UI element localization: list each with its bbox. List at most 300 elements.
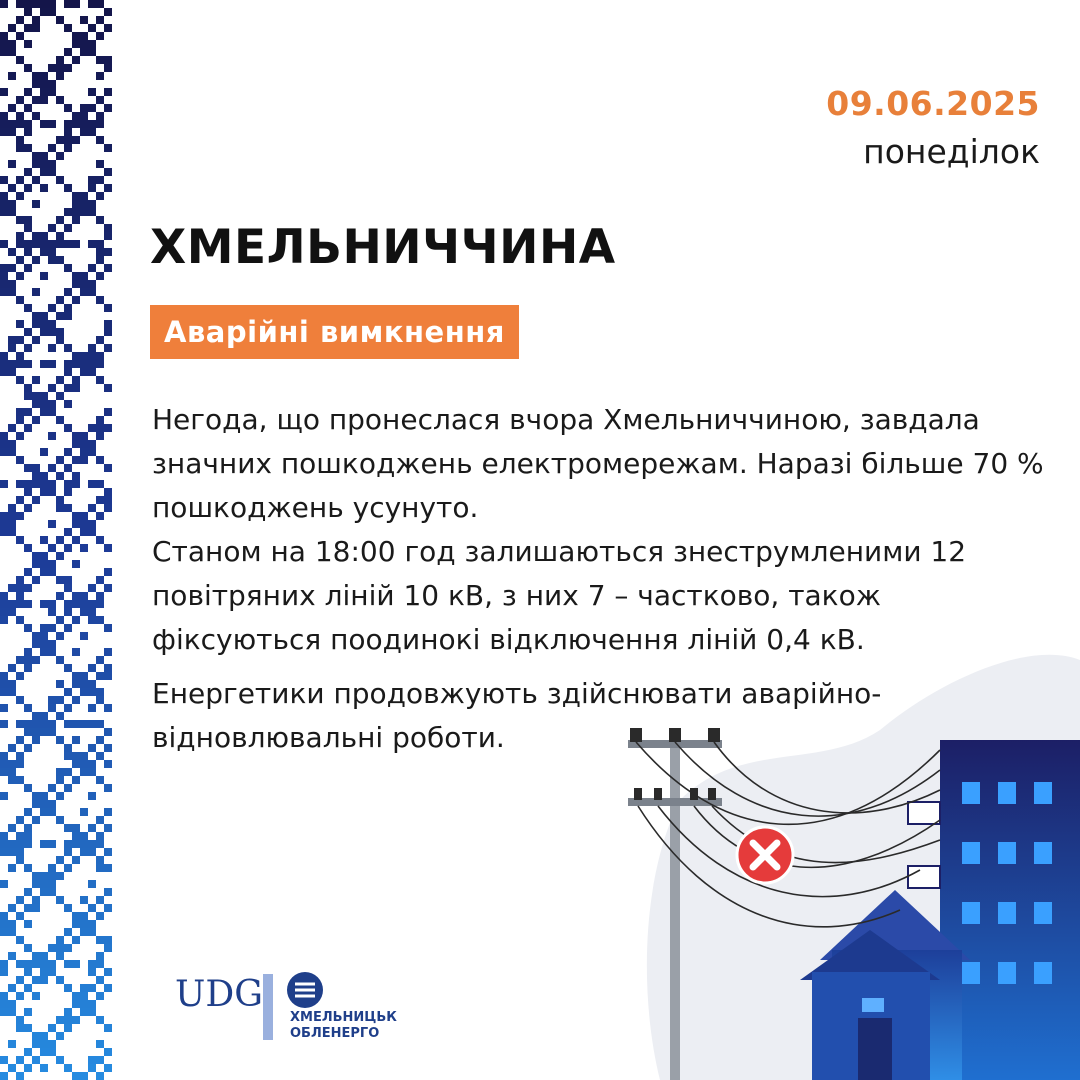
ornament-stitch (64, 480, 72, 488)
ornament-stitch (56, 232, 64, 240)
ornament-stitch (24, 720, 32, 728)
ornament-stitch (8, 104, 16, 112)
house-window (862, 998, 884, 1012)
ornament-stitch (64, 424, 72, 432)
ornament-stitch (48, 304, 56, 312)
ornament-stitch (32, 200, 40, 208)
ornament-stitch (96, 112, 104, 120)
ornament-stitch (80, 688, 88, 696)
ornament-stitch (40, 560, 48, 568)
ornament-stitch (64, 464, 72, 472)
ornament-stitch (48, 168, 56, 176)
ornament-stitch (24, 744, 32, 752)
ornament-stitch (80, 528, 88, 536)
ornament-stitch (0, 280, 8, 288)
ornament-stitch (80, 200, 88, 208)
ornament-stitch (96, 0, 104, 8)
ornament-stitch (40, 408, 48, 416)
ornament-stitch (96, 656, 104, 664)
ornament-stitch (48, 224, 56, 232)
ornament-stitch (48, 648, 56, 656)
ornament-stitch (48, 864, 56, 872)
ornament-stitch (40, 488, 48, 496)
ornament-stitch (48, 640, 56, 648)
ornament-stitch (56, 504, 64, 512)
ornament-stitch (80, 1008, 88, 1016)
ornament-stitch (48, 384, 56, 392)
ornament-stitch (72, 0, 80, 8)
ornament-stitch (32, 0, 40, 8)
ornament-stitch (48, 344, 56, 352)
ornament-stitch (64, 704, 72, 712)
ornament-stitch (104, 464, 112, 472)
ornament-stitch (80, 1000, 88, 1008)
ornament-stitch (72, 832, 80, 840)
ornament-stitch (16, 0, 24, 8)
ornament-stitch (16, 232, 24, 240)
ornament-stitch (104, 904, 112, 912)
ornament-stitch (88, 720, 96, 728)
ornament-stitch (80, 848, 88, 856)
ornament-stitch (80, 16, 88, 24)
ornament-stitch (56, 152, 64, 160)
ornament-stitch (72, 512, 80, 520)
ornament-stitch (0, 264, 8, 272)
ornament-stitch (72, 720, 80, 728)
ornament-stitch (104, 672, 112, 680)
ornament-stitch (8, 424, 16, 432)
ornament-stitch (24, 104, 32, 112)
ornament-stitch (0, 672, 8, 680)
ornament-stitch (104, 848, 112, 856)
ornament-stitch (96, 1056, 104, 1064)
ornament-stitch (72, 824, 80, 832)
ornament-stitch (56, 216, 64, 224)
ornament-stitch (8, 1000, 16, 1008)
ornament-stitch (96, 336, 104, 344)
ornament-stitch (0, 32, 8, 40)
ornament-stitch (88, 360, 96, 368)
ornament-stitch (96, 856, 104, 864)
ornament-stitch (104, 104, 112, 112)
ornament-stitch (64, 824, 72, 832)
ornament-stitch (24, 704, 32, 712)
ornament-stitch (16, 16, 24, 24)
ornament-stitch (24, 920, 32, 928)
ornament-stitch (104, 1048, 112, 1056)
ornament-stitch (80, 808, 88, 816)
ornament-stitch (0, 680, 8, 688)
ornament-stitch (48, 8, 56, 16)
ornament-stitch (56, 1056, 64, 1064)
ornament-stitch (64, 128, 72, 136)
ornament-stitch (48, 568, 56, 576)
ornament-stitch (8, 128, 16, 136)
ornament-stitch (8, 368, 16, 376)
ornament-stitch (8, 184, 16, 192)
ornament-stitch (64, 400, 72, 408)
ornament-stitch (40, 184, 48, 192)
ornament-stitch (0, 480, 8, 488)
ornament-stitch (104, 320, 112, 328)
ornament-stitch (80, 280, 88, 288)
ornament-stitch (0, 528, 8, 536)
ornament-stitch (8, 40, 16, 48)
ornament-stitch (48, 800, 56, 808)
ornament-stitch (0, 200, 8, 208)
ornament-stitch (16, 96, 24, 104)
ornament-stitch (104, 864, 112, 872)
ornament-stitch (88, 688, 96, 696)
ornament-stitch (64, 752, 72, 760)
ornament-stitch (48, 240, 56, 248)
ornament-stitch (64, 664, 72, 672)
ornament-stitch (104, 344, 112, 352)
ornament-stitch (64, 144, 72, 152)
ornament-stitch (16, 360, 24, 368)
ornament-stitch (88, 928, 96, 936)
ornament-stitch (48, 88, 56, 96)
ornament-stitch (88, 664, 96, 672)
ornament-stitch (64, 720, 72, 728)
ornament-stitch (104, 1024, 112, 1032)
ornament-stitch (96, 720, 104, 728)
ornament-stitch (8, 768, 16, 776)
ornament-stitch (96, 1072, 104, 1080)
ornament-stitch (104, 808, 112, 816)
ornament-stitch (72, 56, 80, 64)
ornament-stitch (16, 816, 24, 824)
ornament-stitch (88, 40, 96, 48)
ornament-stitch (0, 272, 8, 280)
ornament-stitch (16, 656, 24, 664)
ornament-stitch (24, 1008, 32, 1016)
paragraph-damage: Негода, що пронеслася вчора Хмельниччиною, завдала значних пошкоджень електромережам. Наразі більше 70 % пошкоджень усунуто. (152, 403, 1044, 524)
ornament-stitch (32, 904, 40, 912)
ornament-stitch (32, 1040, 40, 1048)
ornament-stitch (40, 1040, 48, 1048)
ornament-stitch (32, 232, 40, 240)
ornament-stitch (16, 296, 24, 304)
ornament-stitch (48, 488, 56, 496)
ornament-stitch (32, 656, 40, 664)
ornament-stitch (40, 72, 48, 80)
ornament-stitch (56, 712, 64, 720)
ornament-stitch (104, 304, 112, 312)
ornament-stitch (64, 504, 72, 512)
ornament-stitch (8, 680, 16, 688)
ornament-stitch (48, 400, 56, 408)
ornament-stitch (72, 200, 80, 208)
ornament-stitch (56, 816, 64, 824)
ornament-stitch (56, 376, 64, 384)
oblenergo-brand (290, 1010, 397, 1042)
ornament-stitch (72, 680, 80, 688)
ornament-stitch (88, 504, 96, 512)
ornament-stitch (8, 48, 16, 56)
weekday-label: понеділок (863, 132, 1040, 171)
ornament-stitch (40, 888, 48, 896)
ornament-stitch (72, 136, 80, 144)
ornament-stitch (64, 240, 72, 248)
ornament-stitch (24, 832, 32, 840)
ornament-stitch (72, 1000, 80, 1008)
ornament-stitch (40, 1048, 48, 1056)
ornament-stitch (0, 88, 8, 96)
ornament-stitch (48, 600, 56, 608)
ornament-stitch (24, 488, 32, 496)
ornament-stitch (16, 272, 24, 280)
ornament-stitch (16, 896, 24, 904)
ornament-stitch (0, 240, 8, 248)
ornament-stitch (72, 520, 80, 528)
ornament-stitch (88, 792, 96, 800)
ornament-stitch (16, 592, 24, 600)
ornament-stitch (88, 480, 96, 488)
ornament-stitch (0, 688, 8, 696)
ornament-stitch (104, 944, 112, 952)
ornament-stitch (24, 904, 32, 912)
ornament-stitch (64, 624, 72, 632)
ornament-stitch (32, 160, 40, 168)
ornament-stitch (88, 880, 96, 888)
ornament-stitch (0, 992, 8, 1000)
ornament-stitch (0, 288, 8, 296)
ornament-stitch (0, 1072, 8, 1080)
ornament-stitch (96, 832, 104, 840)
power-outage-illustration (600, 620, 1080, 1080)
ornament-stitch (16, 672, 24, 680)
ornament-stitch (48, 960, 56, 968)
ornament-stitch (96, 256, 104, 264)
ornament-stitch (16, 752, 24, 760)
ornament-stitch (72, 216, 80, 224)
ornament-stitch (32, 960, 40, 968)
ornament-stitch (40, 808, 48, 816)
ornament-stitch (64, 1008, 72, 1016)
ornament-stitch (16, 856, 24, 864)
ornament-stitch (56, 336, 64, 344)
ornament-stitch (24, 1048, 32, 1056)
ornament-stitch (64, 768, 72, 776)
ornament-stitch (40, 640, 48, 648)
ornament-stitch (56, 56, 64, 64)
ornament-stitch (48, 1040, 56, 1048)
disconnected-x-icon (737, 827, 793, 883)
ornament-stitch (104, 784, 112, 792)
ornament-stitch (16, 32, 24, 40)
ornament-stitch (16, 936, 24, 944)
ornament-stitch (88, 968, 96, 976)
ornament-stitch (0, 352, 8, 360)
ornament-stitch (0, 768, 8, 776)
ornament-stitch (88, 608, 96, 616)
ornament-stitch (80, 672, 88, 680)
ornament-stitch (56, 576, 64, 584)
ornament-stitch (24, 128, 32, 136)
ornament-stitch (48, 1048, 56, 1056)
ornament-stitch (32, 112, 40, 120)
ornament-stitch (0, 440, 8, 448)
ornament-stitch (64, 864, 72, 872)
udg-logo (175, 974, 263, 1015)
ornament-stitch (32, 800, 40, 808)
ornament-stitch (32, 896, 40, 904)
ornament-stitch (40, 800, 48, 808)
ornament-stitch (104, 704, 112, 712)
ornament-stitch (104, 728, 112, 736)
ornament-stitch (64, 944, 72, 952)
ornament-stitch (88, 1000, 96, 1008)
pole (670, 740, 680, 1080)
ornament-stitch (104, 56, 112, 64)
ornament-stitch (16, 584, 24, 592)
ornament-stitch (80, 544, 88, 552)
ornament-stitch (8, 360, 16, 368)
ornament-stitch (104, 88, 112, 96)
ornament-stitch (32, 720, 40, 728)
ornament-stitch (8, 688, 16, 696)
ornament-stitch (24, 184, 32, 192)
ornament-stitch (40, 480, 48, 488)
ornament-stitch (104, 984, 112, 992)
ornament-stitch (80, 984, 88, 992)
ornament-stitch (96, 936, 104, 944)
ornament-stitch (32, 416, 40, 424)
ornament-stitch (32, 792, 40, 800)
ornament-stitch (88, 600, 96, 608)
ornament-stitch (72, 480, 80, 488)
ornament-stitch (72, 120, 80, 128)
ornament-stitch (96, 432, 104, 440)
ornament-stitch (104, 168, 112, 176)
ornament-stitch (104, 408, 112, 416)
ornament-stitch (8, 1064, 16, 1072)
ornament-stitch (72, 440, 80, 448)
ornament-stitch (72, 840, 80, 848)
ornament-stitch (48, 784, 56, 792)
ornament-stitch (96, 776, 104, 784)
ornament-stitch (32, 976, 40, 984)
ornament-stitch (40, 968, 48, 976)
ornament-stitch (96, 696, 104, 704)
ornament-stitch (64, 288, 72, 296)
ornament-stitch (48, 256, 56, 264)
ornament-stitch (24, 864, 32, 872)
ornament-stitch (32, 16, 40, 24)
ornament-stitch (40, 720, 48, 728)
ornament-stitch (8, 776, 16, 784)
ornament-stitch (40, 312, 48, 320)
ornament-stitch (40, 536, 48, 544)
ornament-stitch (80, 992, 88, 1000)
ornament-stitch (56, 456, 64, 464)
ornament-stitch (24, 648, 32, 656)
ornament-stitch (40, 960, 48, 968)
ornament-stitch (56, 768, 64, 776)
ornament-stitch (8, 928, 16, 936)
ornament-stitch (32, 496, 40, 504)
ornament-stitch (56, 496, 64, 504)
ornament-stitch (16, 1016, 24, 1024)
ornament-stitch (56, 632, 64, 640)
ornament-stitch (96, 592, 104, 600)
ornament-stitch (32, 336, 40, 344)
ornament-stitch (96, 416, 104, 424)
ornament-stitch (88, 352, 96, 360)
ornament-stitch (0, 48, 8, 56)
ornament-stitch (48, 432, 56, 440)
ornament-stitch (56, 792, 64, 800)
ornament-stitch (16, 416, 24, 424)
ornament-stitch (96, 480, 104, 488)
ornament-stitch (0, 112, 8, 120)
ornament-stitch (16, 216, 24, 224)
ornament-stitch (8, 608, 16, 616)
ornament-stitch (8, 24, 16, 32)
ornament-stitch (48, 872, 56, 880)
logo-divider (263, 974, 273, 1040)
ornament-stitch (32, 288, 40, 296)
ornament-stitch (48, 624, 56, 632)
ornament-stitch (48, 320, 56, 328)
ornament-stitch (24, 664, 32, 672)
ornament-stitch (0, 432, 8, 440)
ornament-stitch (24, 224, 32, 232)
ornament-stitch (80, 104, 88, 112)
ornament-stitch (16, 576, 24, 584)
ornament-stitch (64, 784, 72, 792)
ornament-stitch (64, 544, 72, 552)
ornament-stitch (72, 992, 80, 1000)
ornament-stitch (64, 104, 72, 112)
ornament-stitch (88, 344, 96, 352)
ornament-stitch (0, 608, 8, 616)
paragraph-status: Станом на 18:00 год залишаються знеструмленими 12 повітряних ліній 10 кВ, з них 7 – частково, також фіксуються поодинокі відключення ліній 0,4 кВ. (152, 535, 967, 656)
ornament-stitch (8, 72, 16, 80)
ornament-stitch (32, 1032, 40, 1040)
ornament-stitch (72, 280, 80, 288)
ornament-stitch (0, 600, 8, 608)
ornament-stitch (96, 864, 104, 872)
ornament-stitch (16, 408, 24, 416)
ornament-stitch (80, 288, 88, 296)
ornament-stitch (64, 928, 72, 936)
ornament-stitch (48, 944, 56, 952)
ornament-stitch (72, 920, 80, 928)
ornament-stitch (16, 240, 24, 248)
ornament-stitch (24, 824, 32, 832)
ornament-stitch (88, 904, 96, 912)
ornament-stitch (32, 72, 40, 80)
ornament-stitch (104, 504, 112, 512)
ornament-stitch (32, 560, 40, 568)
ornament-stitch (24, 656, 32, 664)
ornament-stitch (88, 960, 96, 968)
ornament-stitch (8, 744, 16, 752)
ornament-stitch (104, 648, 112, 656)
ornament-stitch (72, 208, 80, 216)
ornament-stitch (32, 96, 40, 104)
ornament-stitch (48, 696, 56, 704)
ornament-stitch (88, 104, 96, 112)
ornament-stitch (48, 728, 56, 736)
ornament-stitch (40, 840, 48, 848)
ornament-stitch (88, 704, 96, 712)
ornament-stitch (96, 192, 104, 200)
ornament-stitch (48, 80, 56, 88)
ornament-stitch (16, 432, 24, 440)
